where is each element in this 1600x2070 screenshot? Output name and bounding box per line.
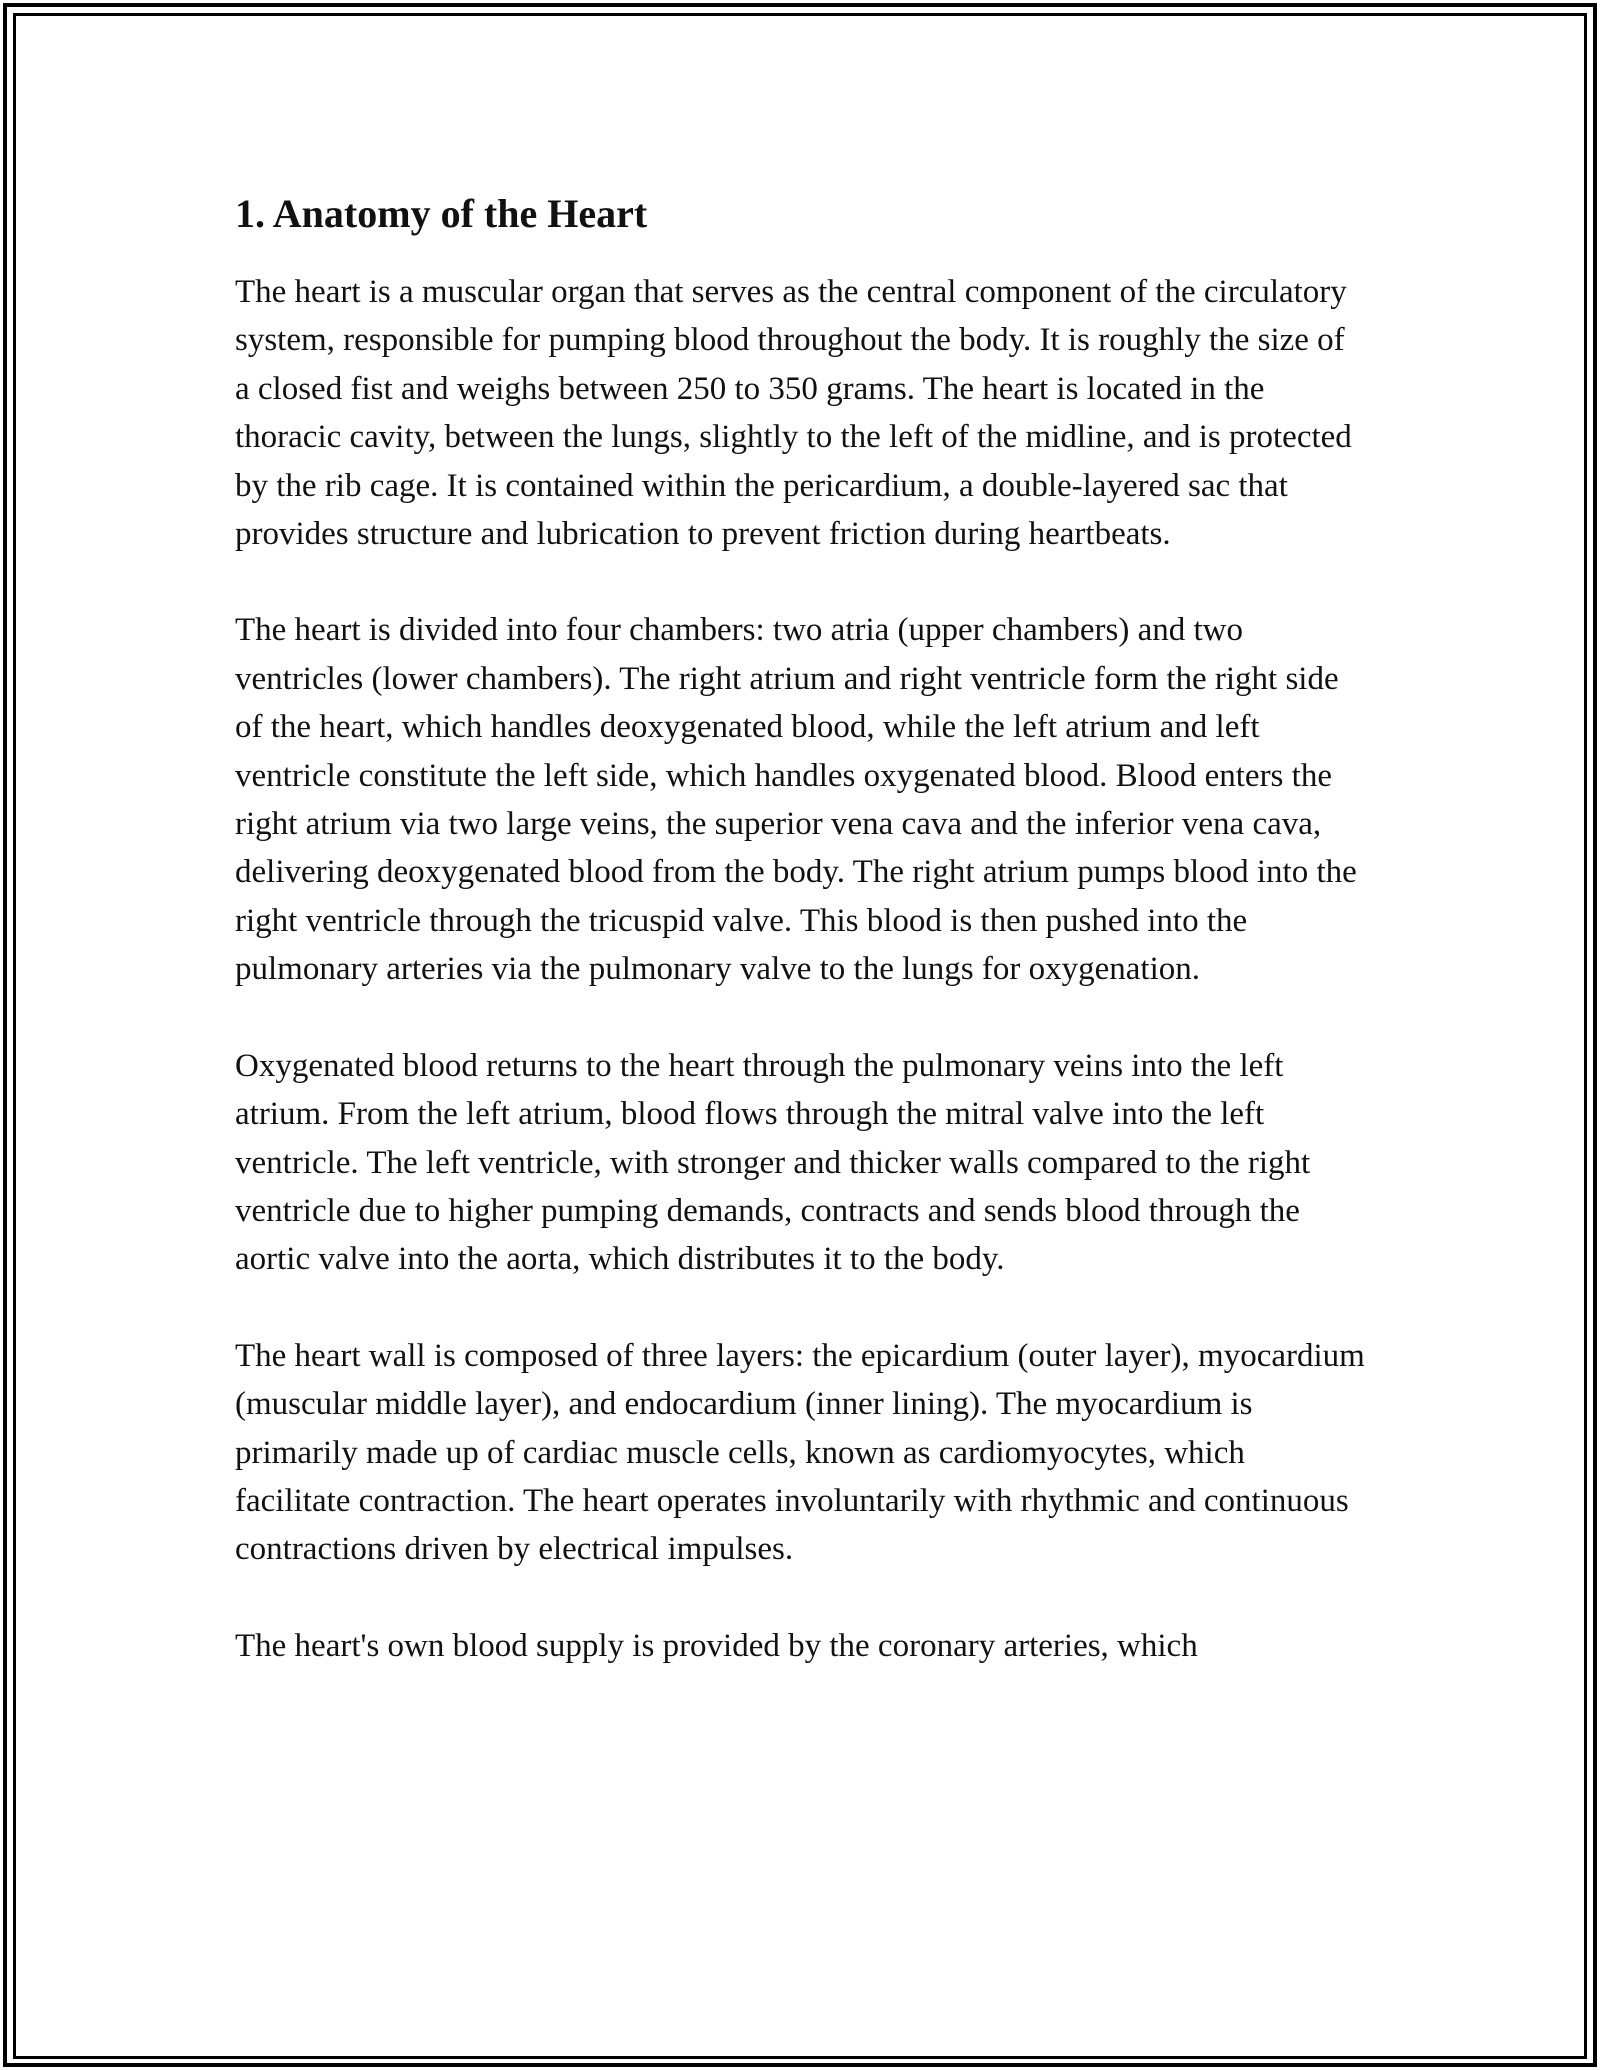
paragraph-heart-wall: The heart wall is composed of three layers: the epicardium (outer layer), myocardium (muscular middle layer), and endocardium (inner lining). The myocardium is primarily made up of cardiac muscle cells, known as cardiomyocytes, which facilitate contraction. The heart operates involuntarily with rhythmic and continuous contractions driven by electrical impulses. — [235, 1337, 1365, 1568]
paragraph-oxygenated-flow: Oxygenated blood returns to the heart through the pulmonary veins into the left atrium. From the left atrium, blood flows through the mitral valve into the left ventricle. The left ventricle, with stronger and thicker walls compared to the right ventricle due to higher pumping demands, contracts and sends blood through the aortic valve into the aorta, which distributes it to the body. — [235, 1047, 1311, 1278]
paragraph-heart-chambers: The heart is divided into four chambers: two atria (upper chambers) and two ventricles (lower chambers). The right atrium and right ventricle form the right side of the heart, which handles deoxygenated blood, while the left atrium and left ventricle constitute the left side, which handles oxygenated blood. Blood enters the right atrium via two large veins, the superior vena cava and the inferior vena cava, delivering deoxygenated blood from the body. The right atrium pumps blood into the right ventricle through the tricuspid valve. This blood is then pushed into the pulmonary arteries via the pulmonary valve to the lungs for oxygenation. — [235, 612, 1357, 988]
paragraph-heart-overview: The heart is a muscular organ that serves as the central component of the circulatory system, responsible for pumping blood throughout the body. It is roughly the size of a closed fist and weighs between 250 to 350 grams. The heart is located in the thoracic cavity, between the lungs, slightly to the left of the midline, and is protected by the rib cage. It is contained within the pericardium, a double-layered sac that provides structure and lubrication to prevent friction during heartbeats. — [235, 274, 1352, 553]
document-body — [235, 188, 1365, 1718]
paragraph-coronary-supply: The heart's own blood supply is provided by the coronary arteries, which — [235, 1627, 1198, 1664]
section-heading: 1. Anatomy of the Heart — [235, 191, 648, 236]
